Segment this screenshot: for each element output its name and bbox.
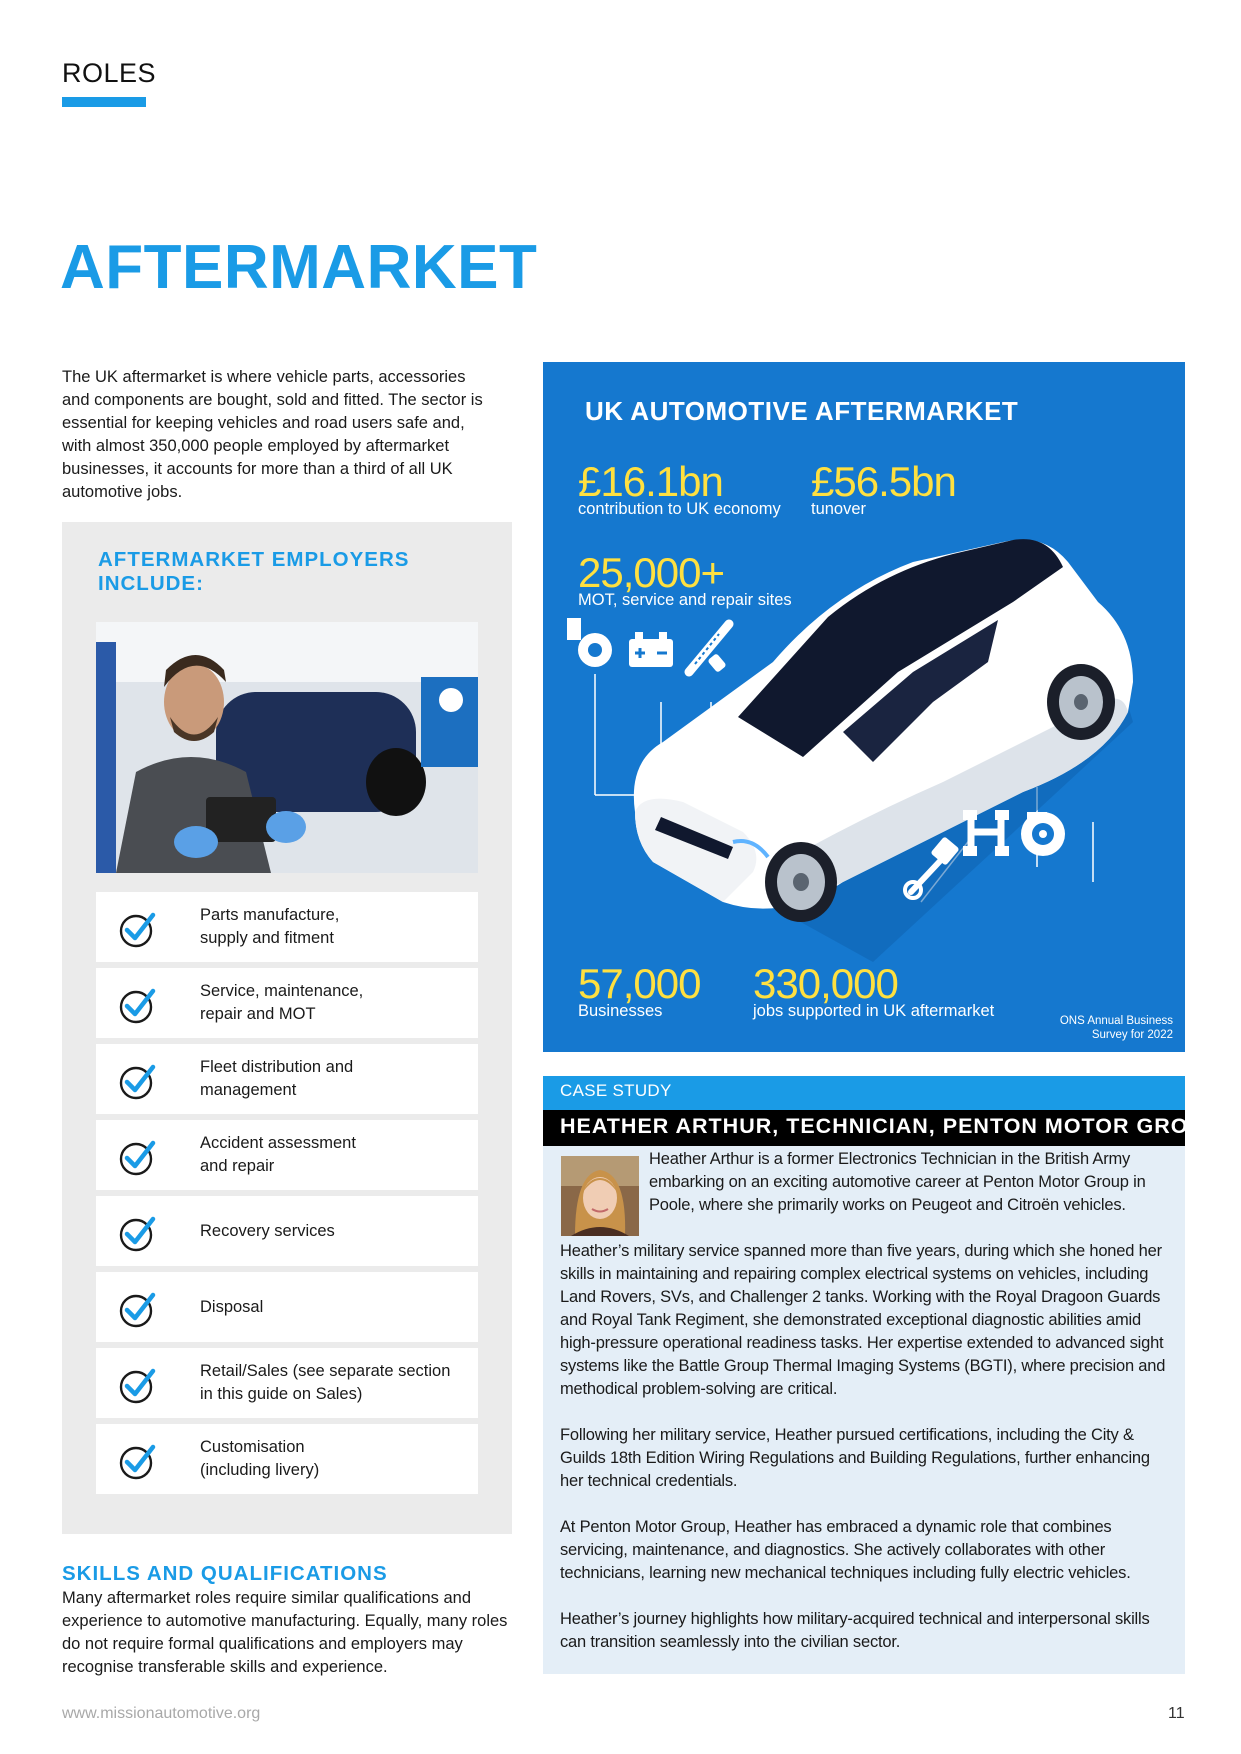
heather-portrait	[561, 1156, 639, 1236]
stat-value: 25,000+	[578, 549, 724, 596]
check-icon	[118, 1213, 158, 1253]
stat-value: 57,000	[578, 960, 701, 1007]
page-title: AFTERMARKET	[60, 233, 538, 302]
case-study-label: CASE STUDY	[560, 1081, 672, 1100]
list-item	[96, 1424, 478, 1494]
list-item-label: Retail/Sales (see separate section in this guide on Sales)	[200, 1362, 451, 1403]
turbo-icon	[567, 618, 612, 667]
stat-label: tunover	[811, 500, 867, 518]
list-item	[96, 1044, 478, 1114]
check-icon	[118, 1289, 158, 1329]
stat-value: £16.1bn	[578, 458, 723, 505]
stat-value: 330,000	[753, 960, 898, 1007]
skills-heading: SKILLS AND QUALIFICATIONS	[62, 1562, 388, 1585]
list-item-label: Recovery services	[200, 1221, 335, 1240]
list-item-label: Customisation (including livery)	[200, 1438, 320, 1479]
brake-disc-icon	[1021, 812, 1065, 856]
case-study-body	[543, 1146, 1185, 1674]
list-item-label: Fleet distribution and management	[200, 1058, 354, 1099]
check-icon	[118, 1137, 158, 1177]
case-study-paragraph: Following her military service, Heather pursued certifications, including the City & Guilds 18th Edition Wiring Regulations and Building Regulations, further enhancing her technical credentials.	[560, 1426, 1150, 1490]
list-item-label: Disposal	[200, 1297, 264, 1316]
employers-heading: AFTERMARKET EMPLOYERS INCLUDE:	[98, 548, 410, 595]
list-item	[96, 1348, 478, 1418]
list-item-label: Service, maintenance, repair and MOT	[200, 982, 364, 1023]
employers-list	[96, 892, 478, 1500]
stat-label: MOT, service and repair sites	[578, 591, 792, 609]
stat-label: contribution to UK economy	[578, 500, 781, 518]
stat-label: Businesses	[578, 1002, 663, 1020]
stat-sites	[578, 549, 792, 610]
list-item	[96, 968, 478, 1038]
check-icon	[118, 909, 158, 949]
case-study-paragraph: At Penton Motor Group, Heather has embraced a dynamic role that combines servicing, maintenance, and diagnostics. She actively collaborates with other technicians, learning new mechanical techniques including fully electric vehicles.	[560, 1518, 1131, 1582]
page-number: 11	[1168, 1705, 1185, 1722]
stat-value: £56.5bn	[811, 458, 956, 505]
aftermarket-infographic	[543, 362, 1185, 1052]
list-item	[96, 1196, 478, 1266]
stat-turnover	[811, 458, 956, 519]
case-study-paragraph: Heather’s journey highlights how military-acquired technical and interpersonal skills can transition seamlessly into the civilian sector.	[560, 1610, 1150, 1651]
check-icon	[118, 1365, 158, 1405]
case-study-intro: Heather Arthur is a former Electronics Technician in the British Army embarking on an exciting automotive career at Penton Motor Group in Poole, where she primarily works on Peugeot and Citroën vehicles.	[649, 1150, 1146, 1214]
stat-jobs	[753, 960, 994, 1021]
case-study-title: HEATHER ARTHUR, TECHNICIAN, PENTON MOTOR GROUP	[560, 1114, 1221, 1138]
list-item	[96, 1272, 478, 1342]
stat-economy	[578, 458, 781, 519]
battery-icon	[629, 632, 673, 667]
check-icon	[118, 985, 158, 1025]
technician-photo	[96, 622, 478, 873]
infographic-title: UK AUTOMOTIVE AFTERMARKET	[585, 396, 1019, 426]
stat-label: jobs supported in UK aftermarket	[753, 1002, 995, 1020]
list-item-label: Parts manufacture, supply and fitment	[200, 906, 340, 947]
skills-paragraph: Many aftermarket roles require similar qualifications and experience to automotive manufacturing. Equally, many roles do not require formal qualifications and employers may recognise transferable skills and experience.	[62, 1589, 508, 1676]
check-icon	[118, 1061, 158, 1101]
section-label: ROLES	[62, 58, 157, 88]
list-item	[96, 892, 478, 962]
infographic-source: ONS Annual Business Survey for 2022	[1059, 1015, 1173, 1041]
check-icon	[118, 1441, 158, 1481]
spark-plug-icon	[689, 624, 729, 673]
intro-paragraph: The UK aftermarket is where vehicle parts, accessories and components are bought, sold and fitted. The sector is essential for keeping vehicles and road users safe and, with almost 350,000 people employed by aftermarket businesses, it accounts for more than a third of all UK automotive jobs.	[62, 368, 483, 501]
list-item	[96, 1120, 478, 1190]
list-item-label: Accident assessment and repair	[200, 1134, 356, 1175]
section-underline	[62, 97, 146, 107]
stat-businesses	[578, 960, 700, 1021]
case-study-paragraph: Heather’s military service spanned more than five years, during which she honed her skills in maintaining and repairing complex electrical systems on vehicles, including Land Rovers, SVs, and Challenger 2 tanks. Working with the Royal Dragoon Guards and Royal Tank Regiment, she demonstrated exceptional diagnostic abilities amid high-pressure operational readiness tasks. Her expertise extended to advanced sight systems like the Battle Group Thermal Imaging Systems (BGTI), where precision and methodical problem-solving are critical.	[560, 1242, 1166, 1398]
footer-url[interactable]: www.missionautomotive.org	[62, 1705, 261, 1722]
